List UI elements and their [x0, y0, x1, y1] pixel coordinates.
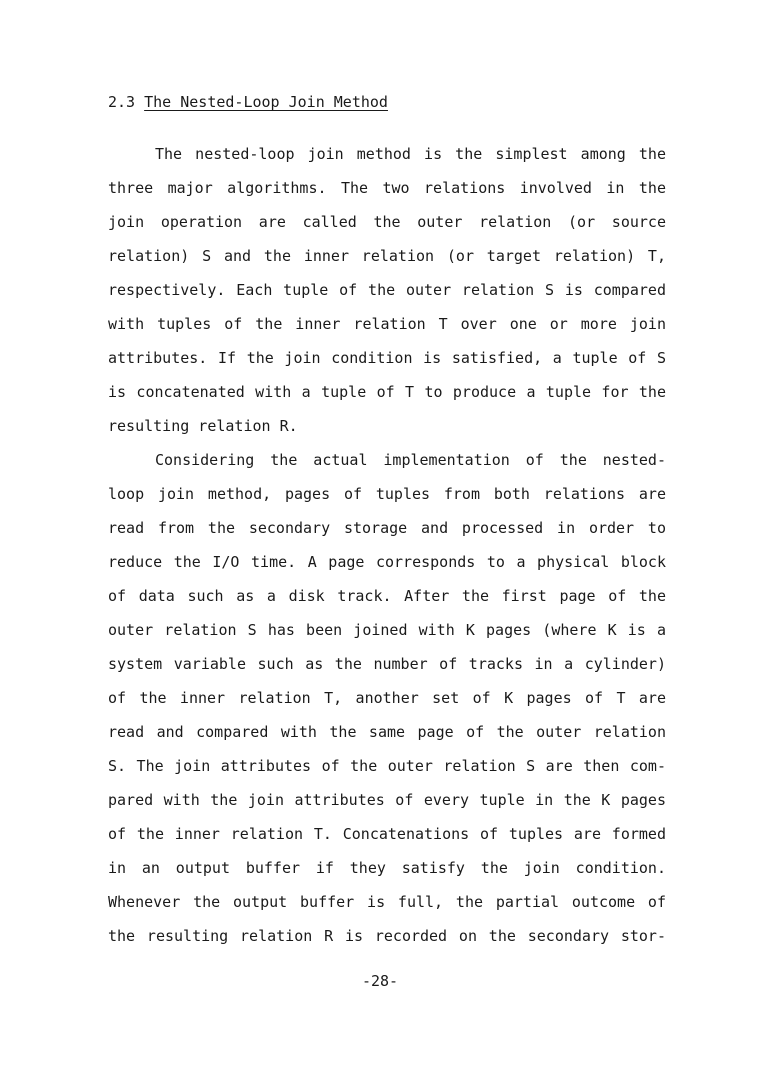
text-line: system variable such as the number of tracks in a cylinder) [108, 655, 666, 673]
text-line: read from the secondary storage and processed in order to [108, 519, 666, 537]
text-line: pared with the join attributes of every tuple in the K pages [108, 791, 666, 809]
text-line: join operation are called the outer relation (or source [108, 213, 666, 231]
text-line: relation) S and the inner relation (or target relation) T, [108, 247, 666, 265]
section-heading [108, 92, 388, 112]
page-number: -28- [361, 972, 399, 990]
text-line: of data such as a disk track. After the first page of the [108, 587, 666, 605]
text-line: is concatenated with a tuple of T to produce a tuple for the [108, 383, 666, 401]
text-line: the resulting relation R is recorded on the secondary stor- [108, 927, 666, 945]
text-line: Considering the actual implementation of the nested- [155, 451, 666, 469]
text-line: with tuples of the inner relation T over one or more join [108, 315, 666, 333]
text-line: attributes. If the join condition is satisfied, a tuple of S [108, 349, 666, 367]
text-line: of the inner relation T. Concatenations of tuples are formed [108, 825, 666, 843]
text-line: three major algorithms. The two relations involved in the [108, 179, 666, 197]
text-line: The nested-loop join method is the simplest among the [155, 145, 666, 163]
text-line: read and compared with the same page of the outer relation [108, 723, 666, 741]
text-line: respectively. Each tuple of the outer relation S is compared [108, 281, 666, 299]
text-line: in an output buffer if they satisfy the join condition. [108, 859, 666, 877]
text-line: S. The join attributes of the outer relation S are then com- [108, 757, 666, 775]
text-line: reduce the I/O time. A page corresponds to a physical block [108, 553, 666, 571]
text-line: outer relation S has been joined with K pages (where K is a [108, 621, 666, 639]
section-number: 2.3 [108, 93, 136, 111]
text-line: Whenever the output buffer is full, the partial outcome of [108, 893, 666, 911]
text-line: resulting relation R. [108, 417, 298, 435]
section-title: The Nested-Loop Join Method [144, 93, 388, 111]
text-line: loop join method, pages of tuples from both relations are [108, 485, 666, 503]
text-line: of the inner relation T, another set of K pages of T are [108, 689, 666, 707]
